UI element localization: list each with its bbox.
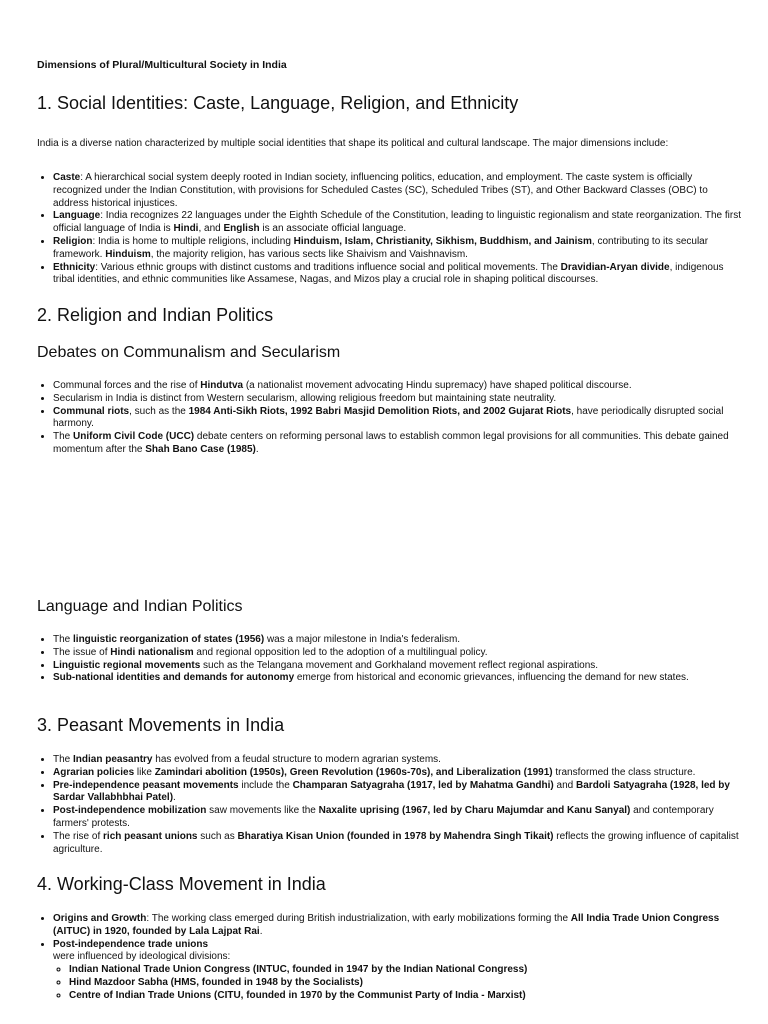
list-item: • Agrarian policies like Zamindari abolition (1950s), Green Revolution (1960s-70s), and Liberalization (1991) transformed the class structure. [53, 767, 743, 780]
list-item: • Secularism in India is distinct from Western secularism, allowing religious freedom but maintaining state neutrality. [53, 393, 743, 406]
list-item-language: • Language: India recognizes 22 languages under the Eighth Schedule of the Constitution, leading to linguistic regionalism and state reorganization. The first official language of India is Hindi, and English is an associate official language. [53, 210, 743, 236]
communalism-subheading: Debates on Communalism and Secularism [37, 344, 341, 361]
language-politics-list [37, 634, 743, 685]
list-item: • Post-independence mobilization saw movements like the Naxalite uprising (1967, led by Charu Majumdar and Kanu Sanyal) and contemporary farmers' protests. [53, 805, 743, 831]
list-item: • The Uniform Civil Code (UCC) debate centers on reforming personal laws to establish common legal provisions for all communities. This debate gained momentum after the Shah Bano Case (1985). [53, 431, 743, 457]
sub-list-item: ◦ Centre of Indian Trade Unions (CITU, founded in 1970 by the Communist Party of India - Marxist) [69, 990, 743, 1003]
section-3-heading: 3. Peasant Movements in India [37, 715, 285, 735]
list-item: • The rise of rich peasant unions such as Bharatiya Kisan Union (founded in 1978 by Mahendra Singh Tikait) reflects the growing influence of capitalist agriculture. [53, 831, 743, 857]
working-class-list [37, 913, 743, 1003]
list-item: • Post-independence trade unions were influenced by ideological divisions: ◦ Indian National Trade Union Congress (INTUC, founded in 1947 by the Indian National Congress) ◦ Hind Mazdoor Sabha (HMS, founded in 1948 by the Socialists) ◦ Centre of Indian Trade Unions (CITU, founded in 1970 by the Communist Party of India - Marxist) [53, 939, 743, 1003]
list-item: • Communal forces and the rise of Hindutva (a nationalist movement advocating Hindu supremacy) have shaped political discourse. [53, 380, 743, 393]
list-item: • The issue of Hindi nationalism and regional opposition led to the adoption of a multilingual policy. [53, 647, 743, 660]
document-title: Dimensions of Plural/Multicultural Society in India [37, 59, 287, 71]
peasant-movements-list [37, 754, 743, 856]
list-item: • Communal riots, such as the 1984 Anti-Sikh Riots, 1992 Babri Masjid Demolition Riots, and 2002 Gujarat Riots, have periodically disrupted social harmony. [53, 406, 743, 432]
language-politics-heading: Language and Indian Politics [37, 598, 243, 615]
social-identities-list [37, 172, 743, 287]
sub-list-item: ◦ Hind Mazdoor Sabha (HMS, founded in 1948 by the Socialists) [69, 977, 743, 990]
list-item: • Origins and Growth: The working class emerged during British industrialization, with early mobilizations forming the All India Trade Union Congress (AITUC) in 1920, founded by Lala Lajpat Rai. [53, 913, 743, 939]
list-item: • Sub-national identities and demands for autonomy emerge from historical and economic grievances, influencing the demand for new states. [53, 672, 743, 685]
trade-unions-sublist [53, 964, 743, 1002]
sub-list-item: ◦ Indian National Trade Union Congress (INTUC, founded in 1947 by the Indian National Congress) [69, 964, 743, 977]
list-item-ethnicity: • Ethnicity: Various ethnic groups with distinct customs and traditions influence social and political movements. The Dravidian-Aryan divide, indigenous tribal identities, and ethnic communities like Assamese, Nagas, and Mizos play a crucial role in shaping political discourses. [53, 262, 743, 288]
list-item: • Pre-independence peasant movements include the Champaran Satyagraha (1917, led by Mahatma Gandhi) and Bardoli Satyagraha (1928, led by Sardar Vallabhbhai Patel). [53, 780, 743, 806]
list-item: • The Indian peasantry has evolved from a feudal structure to modern agrarian systems. [53, 754, 743, 767]
list-item-caste: • Caste: A hierarchical social system deeply rooted in Indian society, influencing politics, education, and employment. The caste system is officially recognized under the Indian Constitution, with provisions for Scheduled Castes (SC), Scheduled Tribes (ST), and Other Backward Classes (OBC) to address historical injustices. [53, 172, 743, 210]
section-4-heading: 4. Working-Class Movement in India [37, 874, 326, 894]
list-item: • Linguistic regional movements such as the Telangana movement and Gorkhaland movement reflect regional aspirations. [53, 660, 743, 673]
section-1-intro: India is a diverse nation characterized by multiple social identities that shape its political and cultural landscape. The major dimensions include: [37, 138, 669, 149]
list-item-religion: • Religion: India is home to multiple religions, including Hinduism, Islam, Christianity, Sikhism, Buddhism, and Jainism, contributing to its secular framework. Hinduism, the majority religion, has various sects like Shaivism and Vaishnavism. [53, 236, 743, 262]
list-item: • The linguistic reorganization of states (1956) was a major milestone in India's federalism. [53, 634, 743, 647]
section-2-heading: 2. Religion and Indian Politics [37, 305, 274, 325]
communalism-list [37, 380, 743, 457]
section-1-heading: 1. Social Identities: Caste, Language, Religion, and Ethnicity [37, 93, 519, 113]
